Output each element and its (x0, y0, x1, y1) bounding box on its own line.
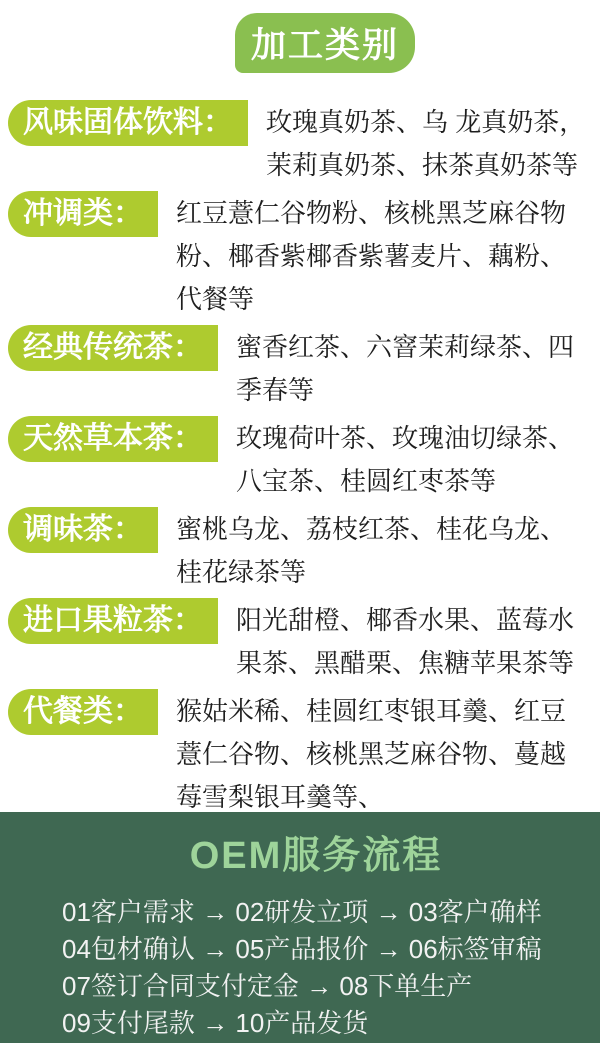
category-items-text: 玫瑰荷叶茶、玫瑰油切绿茶、八宝茶、桂圆红枣茶等 (236, 423, 575, 496)
category-items-text: 阳光甜橙、椰香水果、蓝莓水果茶、黑醋栗、焦糖苹果茶等 (236, 605, 575, 678)
category-row (8, 191, 590, 321)
category-items-text: 猴姑米稀、桂圆红枣银耳羹、红豆薏仁谷物、核桃黑芝麻谷物、蔓越莓雪梨银耳羹等、 (176, 696, 567, 812)
category-row (8, 100, 590, 187)
category-row (8, 507, 590, 594)
category-row (8, 689, 590, 819)
category-list (0, 100, 600, 819)
category-label-pill: 风味固体饮料： (8, 100, 248, 146)
category-label-pill: 调味茶： (8, 507, 158, 553)
category-items-text: 蜜香红茶、六窨茉莉绿茶、四季春等 (236, 332, 575, 405)
category-label-pill: 冲调类： (8, 191, 158, 237)
category-label-pill: 进口果粒茶： (8, 598, 218, 644)
oem-step-line: 09支付尾款 → 10产品发货 (62, 1008, 369, 1038)
page-title: 加工类别 (235, 13, 415, 73)
category-items-text: 玫瑰真奶茶、乌 龙真奶茶，茉莉真奶茶、抹茶真奶茶等 (266, 107, 586, 180)
category-row (8, 598, 590, 685)
category-items-text: 蜜桃乌龙、荔枝红茶、桂花乌龙、桂花绿茶等 (176, 514, 567, 587)
oem-step-line: 04包材确认 → 05产品报价 → 06标签审稿 (62, 934, 542, 964)
category-label-pill: 经典传统茶： (8, 325, 218, 371)
oem-section (0, 812, 600, 1043)
category-label-pill: 天然草本茶： (8, 416, 218, 462)
oem-steps-list (0, 894, 600, 1042)
category-row (8, 325, 590, 412)
oem-step-line: 01客户需求 → 02研发立项 → 03客户确样 (62, 897, 542, 927)
category-items-text: 红豆薏仁谷物粉、核桃黑芝麻谷物粉、椰香紫椰香紫薯麦片、藕粉、代餐等 (176, 198, 567, 314)
category-row (8, 416, 590, 503)
oem-step-line: 07签订合同支付定金 → 08下单生产 (62, 971, 473, 1001)
category-label-pill: 代餐类： (8, 689, 158, 735)
oem-section-title: OEM服务流程 (189, 835, 443, 877)
